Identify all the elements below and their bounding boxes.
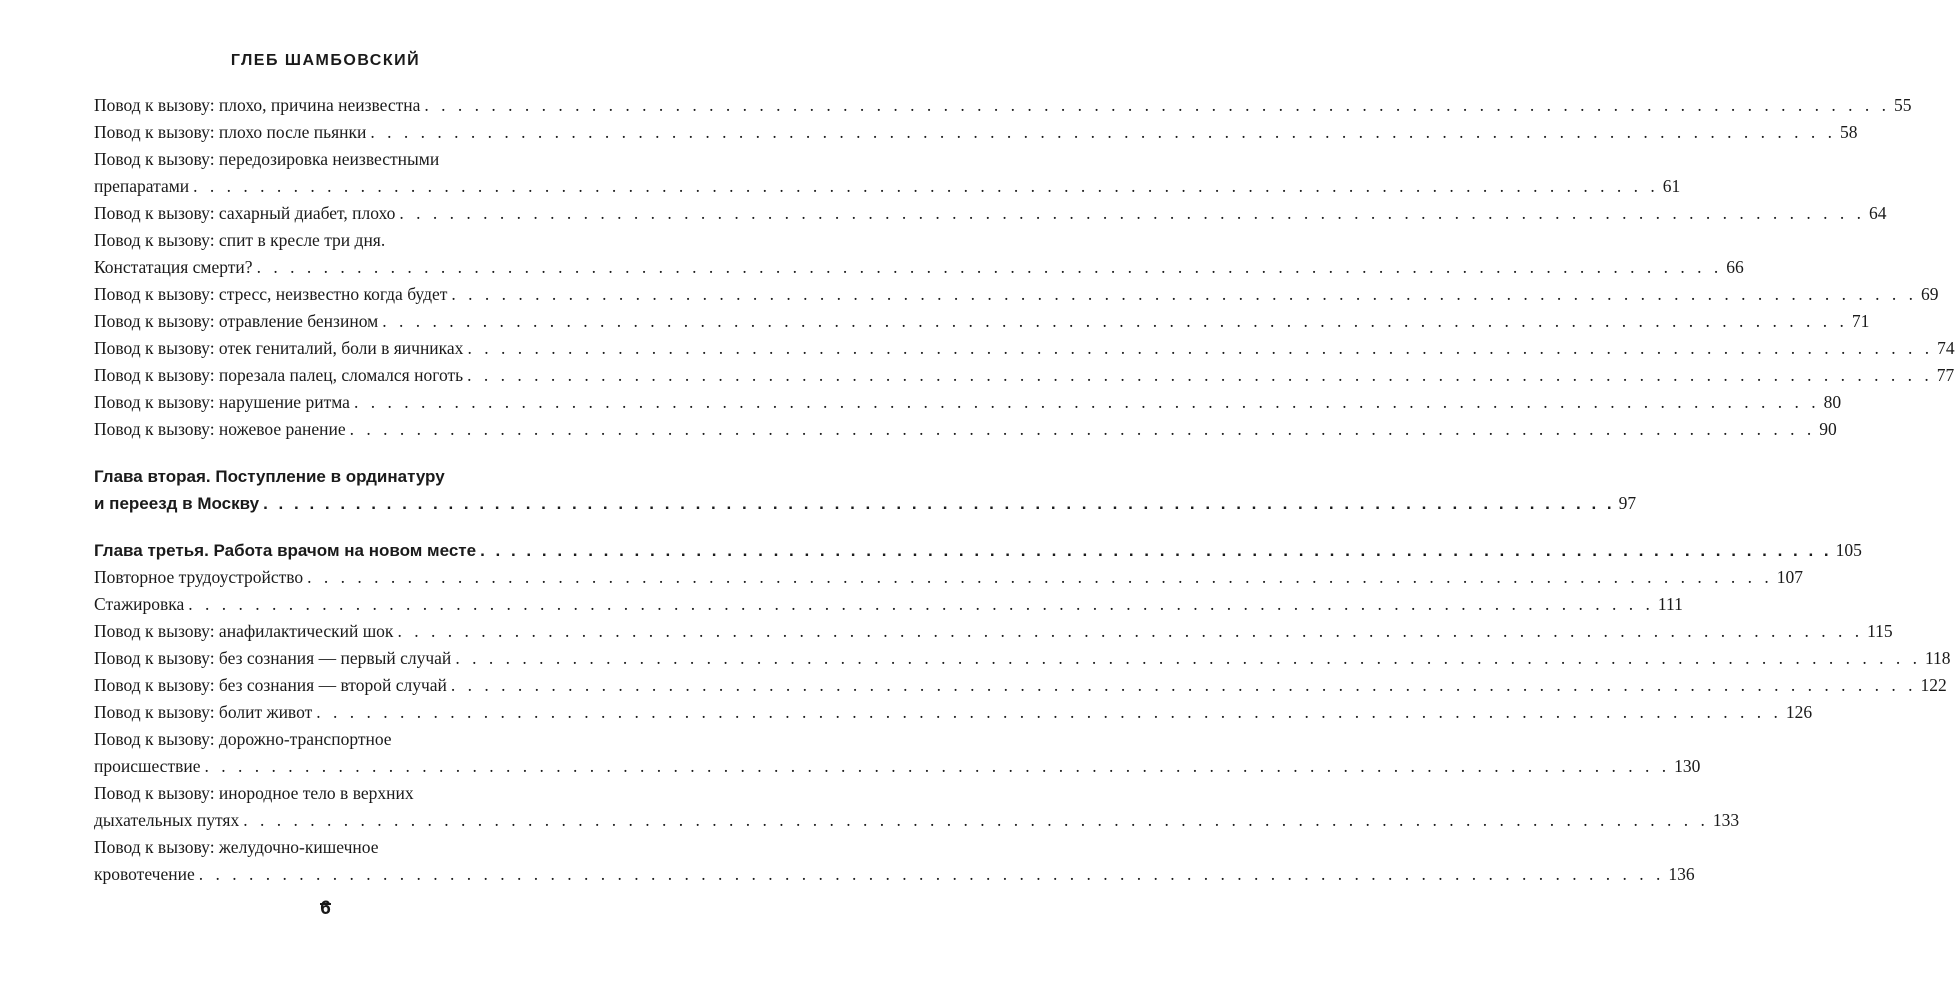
toc-entry-title: Повод к вызову: отек гениталий, боли в яичниках (94, 338, 464, 358)
dot-leader (467, 335, 1933, 362)
dot-leader (205, 753, 1671, 780)
chapter-title: и переезд в Москву (94, 494, 260, 513)
toc-entry (94, 753, 1701, 780)
toc-entry-title: Повод к вызову: желудочно-кишечное (94, 837, 379, 857)
dot-leader (307, 564, 1773, 591)
toc-entry-page: 61 (1662, 176, 1681, 196)
toc-entry (94, 672, 1947, 699)
toc-entry-page: 111 (1657, 594, 1683, 614)
toc-entry-title: Повторное трудоустройство (94, 567, 304, 587)
toc-entry-wrapped (94, 780, 582, 807)
toc-entry (94, 281, 1939, 308)
chapter-title: Глава вторая. Поступление в ординатуру (94, 467, 445, 486)
toc-entry-wrapped (94, 834, 582, 861)
toc-entry-page: 107 (1776, 567, 1804, 587)
toc-entry-title: Повод к вызову: дорожно-транспортное (94, 729, 392, 749)
toc-entry (94, 308, 1870, 335)
toc-entry-title: Повод к вызову: плохо после пьянки (94, 122, 367, 142)
dot-leader (480, 537, 1832, 564)
toc-entry-page: 71 (1851, 311, 1870, 331)
toc-entry-page: 74 (1937, 338, 1955, 358)
dot-leader (257, 254, 1723, 281)
toc-entry (94, 861, 1695, 888)
toc-entry-wrapped (94, 227, 582, 254)
toc-entry-title: Повод к вызову: порезала палец, сломался ноготь (94, 365, 464, 385)
toc-entry-page: 126 (1785, 702, 1813, 722)
toc-entry (94, 92, 1912, 119)
dot-leader (397, 618, 1863, 645)
dot-leader (451, 672, 1917, 699)
chapter-page: 97 (1618, 493, 1637, 513)
toc-entry-title: Констатация смерти? (94, 257, 253, 277)
toc-entry (94, 335, 1955, 362)
toc-entry-page: 133 (1712, 810, 1740, 830)
toc-entry-title: Повод к вызову: без сознания — первый случай (94, 648, 452, 668)
toc-entry-page: 136 (1668, 864, 1695, 884)
toc-entry-title: кровотечение (94, 864, 195, 884)
toc-entry-title: Повод к вызову: болит живот (94, 702, 313, 722)
toc-entry-title: Повод к вызову: спит в кресле три дня. (94, 230, 386, 250)
toc-entry (94, 173, 1681, 200)
toc-entry-title: происшествие (94, 756, 201, 776)
dot-leader (350, 416, 1816, 443)
dot-leader (370, 119, 1836, 146)
toc-entry-title: Повод к вызову: без сознания — второй случай (94, 675, 447, 695)
toc-entry-title: Повод к вызову: анафилактический шок (94, 621, 394, 641)
toc-entry-page: 58 (1840, 122, 1858, 142)
toc-entry-wrapped (94, 146, 582, 173)
toc-entry-title: Стажировка (94, 594, 185, 614)
toc-entry-title: Повод к вызову: отравление бензином (94, 311, 379, 331)
toc-entry-page: 64 (1869, 203, 1887, 223)
toc-entry-title: Повод к вызову: нарушение ритма (94, 392, 350, 412)
toc-entry-title: Повод к вызову: инородное тело в верхних (94, 783, 414, 803)
chapter-heading (94, 537, 1862, 564)
dot-leader (193, 173, 1659, 200)
dot-leader (316, 699, 1782, 726)
toc-entry-title: Повод к вызову: сахарный диабет, плохо (94, 203, 396, 223)
toc-entry (94, 416, 1837, 443)
section-spacer (94, 443, 582, 463)
chapter-page: 105 (1835, 540, 1862, 560)
toc-entry (94, 645, 1951, 672)
dot-leader (263, 490, 1615, 517)
chapter-title: Глава третья. Работа врачом на новом месте (94, 541, 477, 560)
toc-entry-title: Повод к вызову: плохо, причина неизвестна (94, 95, 421, 115)
toc-entry-title: Повод к вызову: стресс, неизвестно когда будет (94, 284, 448, 304)
toc-entry-title: Повод к вызову: передозировка неизвестными (94, 149, 440, 169)
dot-leader (243, 807, 1709, 834)
toc-entry (94, 564, 1804, 591)
toc-entry (94, 254, 1744, 281)
page-number: 6 (320, 898, 331, 919)
toc-entry (94, 591, 1683, 618)
toc-entry-page: 118 (1924, 648, 1951, 668)
table-of-contents (94, 92, 1955, 888)
toc-entry (94, 807, 1740, 834)
toc-entry (94, 618, 1893, 645)
chapter-heading (94, 490, 1637, 517)
toc-entry-title: дыхательных путях (94, 810, 240, 830)
dot-leader (399, 200, 1865, 227)
toc-entry (94, 389, 1842, 416)
running-header: ГЛЕБ ШАМБОВСКИЙ (230, 52, 421, 69)
toc-entry (94, 119, 1858, 146)
toc-entry-page: 115 (1867, 621, 1893, 641)
toc-entry-page: 122 (1920, 675, 1947, 695)
toc-entry-page: 77 (1936, 365, 1955, 385)
toc-entry-title: препаратами (94, 176, 190, 196)
toc-entry-page: 130 (1674, 756, 1701, 776)
dot-leader (424, 92, 1890, 119)
toc-entry (94, 200, 1887, 227)
section-spacer (94, 517, 582, 537)
chapter-heading-wrapped (94, 463, 582, 490)
dot-leader (188, 591, 1654, 618)
toc-entry (94, 362, 1955, 389)
dot-leader (467, 362, 1933, 389)
toc-entry-page: 66 (1726, 257, 1744, 277)
toc-entry (94, 699, 1813, 726)
toc-entry-wrapped (94, 726, 582, 753)
toc-entry-page: 80 (1823, 392, 1842, 412)
dot-leader (382, 308, 1848, 335)
dot-leader (199, 861, 1665, 888)
dot-leader (354, 389, 1820, 416)
toc-entry-page: 69 (1921, 284, 1939, 304)
toc-entry-page: 55 (1894, 95, 1912, 115)
toc-entry-page: 90 (1819, 419, 1837, 439)
dot-leader (455, 645, 1921, 672)
dot-leader (451, 281, 1917, 308)
toc-entry-title: Повод к вызову: ножевое ранение (94, 419, 346, 439)
